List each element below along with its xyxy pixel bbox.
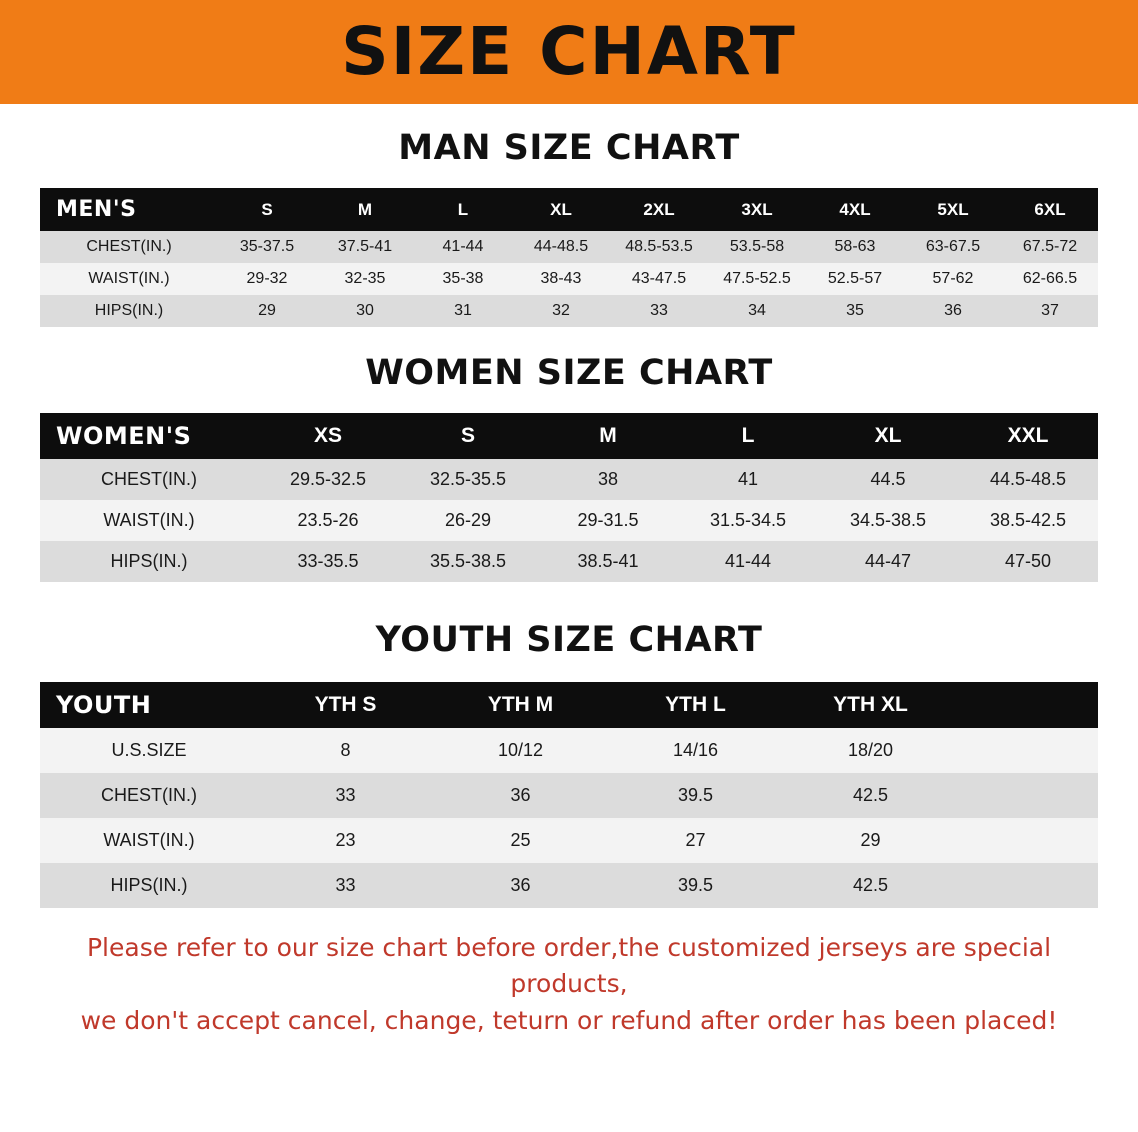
men-waist-3xl: 47.5-52.5 — [708, 263, 806, 295]
women-hips-m: 38.5-41 — [538, 541, 678, 582]
men-waist-xl: 38-43 — [512, 263, 610, 295]
men-row-label-waist: WAIST(IN.) — [40, 263, 218, 295]
men-hips-l: 31 — [414, 295, 512, 327]
men-hips-xl: 32 — [512, 295, 610, 327]
men-header-m: M — [357, 199, 373, 219]
women-waist-l: 31.5-34.5 — [678, 500, 818, 541]
men-chest-6xl: 67.5-72 — [1002, 231, 1098, 263]
men-row-label-chest: CHEST(IN.) — [40, 231, 218, 263]
men-header-3xl: 3XL — [741, 199, 773, 219]
youth-hips-l: 39.5 — [608, 863, 783, 908]
men-hips-5xl: 36 — [904, 295, 1002, 327]
women-hips-s: 35.5-38.5 — [398, 541, 538, 582]
women-header-label: WOMEN'S — [56, 422, 192, 450]
table-header-row — [40, 682, 1098, 728]
youth-header-yth-s: YTH S — [314, 693, 377, 716]
table-row — [40, 459, 1098, 500]
men-hips-3xl: 34 — [708, 295, 806, 327]
women-chest-xl: 44.5 — [818, 459, 958, 500]
table-header-row — [40, 413, 1098, 459]
women-header-xxl: XXL — [1007, 424, 1049, 447]
men-hips-6xl: 37 — [1002, 295, 1098, 327]
men-header-l: L — [457, 199, 469, 219]
youth-hips-s: 33 — [258, 863, 433, 908]
men-header-label: MEN'S — [56, 197, 137, 222]
women-waist-m: 29-31.5 — [538, 500, 678, 541]
men-chest-4xl: 58-63 — [806, 231, 904, 263]
women-hips-xxl: 47-50 — [958, 541, 1098, 582]
men-hips-m: 30 — [316, 295, 414, 327]
men-header-4xl: 4XL — [839, 199, 871, 219]
men-size-table — [40, 188, 1098, 327]
youth-row-label-chest: CHEST(IN.) — [40, 773, 258, 818]
table-row — [40, 541, 1098, 582]
men-header-s: S — [261, 199, 273, 219]
youth-hips-m: 36 — [433, 863, 608, 908]
men-header-5xl: 5XL — [937, 199, 969, 219]
table-row — [40, 818, 1098, 863]
men-waist-m: 32-35 — [316, 263, 414, 295]
youth-chest-m: 36 — [433, 773, 608, 818]
order-policy-note — [42, 930, 1096, 1039]
youth-row-label-hips: HIPS(IN.) — [40, 863, 258, 908]
men-waist-s: 29-32 — [218, 263, 316, 295]
youth-us-size-l: 14/16 — [608, 728, 783, 773]
youth-waist-l: 27 — [608, 818, 783, 863]
youth-header-spacer — [958, 682, 1098, 728]
youth-hips-xl: 42.5 — [783, 863, 958, 908]
women-row-label-chest: CHEST(IN.) — [40, 459, 258, 500]
table-row — [40, 500, 1098, 541]
women-hips-xl: 44-47 — [818, 541, 958, 582]
women-waist-xs: 23.5-26 — [258, 500, 398, 541]
youth-chest-xl: 42.5 — [783, 773, 958, 818]
women-section-heading: WOMEN SIZE CHART — [365, 353, 773, 393]
table-header-row — [40, 188, 1098, 231]
men-header-2xl: 2XL — [643, 199, 675, 219]
men-chest-3xl: 53.5-58 — [708, 231, 806, 263]
men-waist-4xl: 52.5-57 — [806, 263, 904, 295]
youth-hips-spacer — [958, 863, 1098, 908]
men-chest-5xl: 63-67.5 — [904, 231, 1002, 263]
men-hips-4xl: 35 — [806, 295, 904, 327]
table-row — [40, 773, 1098, 818]
women-chest-m: 38 — [538, 459, 678, 500]
women-chest-xs: 29.5-32.5 — [258, 459, 398, 500]
women-table-wrapper — [40, 413, 1098, 582]
men-hips-2xl: 33 — [610, 295, 708, 327]
women-size-table — [40, 413, 1098, 582]
youth-section-heading: YOUTH SIZE CHART — [375, 620, 763, 660]
women-header-m: M — [599, 424, 617, 447]
youth-waist-spacer — [958, 818, 1098, 863]
women-header-s: S — [460, 424, 475, 447]
youth-waist-s: 23 — [258, 818, 433, 863]
men-chest-xl: 44-48.5 — [512, 231, 610, 263]
youth-waist-m: 25 — [433, 818, 608, 863]
youth-chest-l: 39.5 — [608, 773, 783, 818]
youth-waist-xl: 29 — [783, 818, 958, 863]
men-row-label-hips: HIPS(IN.) — [40, 295, 218, 327]
women-hips-xs: 33-35.5 — [258, 541, 398, 582]
note-line-2: we don't accept cancel, change, teturn or refund after order has been placed! — [80, 1005, 1058, 1035]
youth-us-size-s: 8 — [258, 728, 433, 773]
men-header-6xl: 6XL — [1034, 199, 1066, 219]
youth-us-size-spacer — [958, 728, 1098, 773]
table-row — [40, 728, 1098, 773]
youth-row-label-us-size: U.S.SIZE — [40, 728, 258, 773]
men-chest-s: 35-37.5 — [218, 231, 316, 263]
table-row — [40, 863, 1098, 908]
table-row — [40, 231, 1098, 263]
men-waist-5xl: 57-62 — [904, 263, 1002, 295]
youth-size-table — [40, 682, 1098, 908]
women-header-l: L — [741, 424, 755, 447]
youth-row-label-waist: WAIST(IN.) — [40, 818, 258, 863]
women-chest-xxl: 44.5-48.5 — [958, 459, 1098, 500]
men-waist-2xl: 43-47.5 — [610, 263, 708, 295]
men-hips-s: 29 — [218, 295, 316, 327]
youth-header-yth-m: YTH M — [487, 693, 554, 716]
size-chart-banner — [0, 0, 1138, 104]
youth-us-size-xl: 18/20 — [783, 728, 958, 773]
men-header-xl: XL — [550, 199, 572, 219]
youth-chest-spacer — [958, 773, 1098, 818]
page-title: SIZE CHART — [341, 13, 797, 90]
men-waist-6xl: 62-66.5 — [1002, 263, 1098, 295]
women-header-xl: XL — [874, 424, 902, 447]
men-chest-l: 41-44 — [414, 231, 512, 263]
women-chest-s: 32.5-35.5 — [398, 459, 538, 500]
women-waist-xxl: 38.5-42.5 — [958, 500, 1098, 541]
youth-header-yth-l: YTH L — [665, 693, 726, 716]
women-waist-s: 26-29 — [398, 500, 538, 541]
youth-chest-s: 33 — [258, 773, 433, 818]
women-hips-l: 41-44 — [678, 541, 818, 582]
youth-us-size-m: 10/12 — [433, 728, 608, 773]
women-row-label-waist: WAIST(IN.) — [40, 500, 258, 541]
youth-table-wrapper — [40, 682, 1098, 908]
men-chest-2xl: 48.5-53.5 — [610, 231, 708, 263]
men-chest-m: 37.5-41 — [316, 231, 414, 263]
youth-header-yth-xl: YTH XL — [833, 693, 908, 716]
table-row — [40, 295, 1098, 327]
youth-header-label: YOUTH — [56, 691, 152, 719]
women-waist-xl: 34.5-38.5 — [818, 500, 958, 541]
man-table-wrapper — [40, 188, 1098, 327]
table-row — [40, 263, 1098, 295]
women-row-label-hips: HIPS(IN.) — [40, 541, 258, 582]
man-section-heading: MAN SIZE CHART — [398, 128, 740, 168]
women-header-xs: XS — [313, 424, 342, 447]
note-line-1: Please refer to our size chart before order,the customized jerseys are special products, — [86, 933, 1052, 999]
women-chest-l: 41 — [678, 459, 818, 500]
men-waist-l: 35-38 — [414, 263, 512, 295]
